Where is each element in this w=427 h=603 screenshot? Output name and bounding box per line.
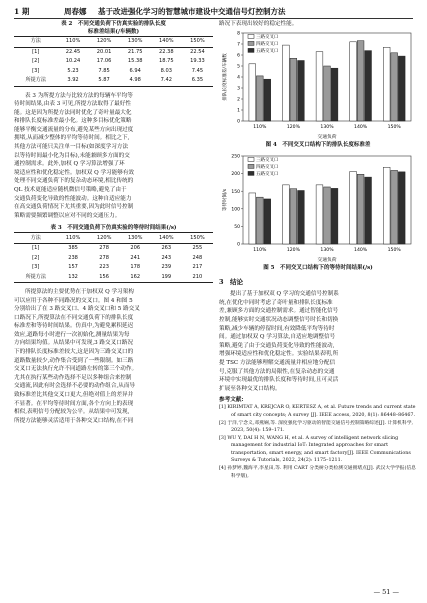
table-header-cell: 110% [57, 37, 88, 48]
text-line: 交叉口无法执行允许不同道路左转的第三个动作。 [14, 366, 138, 373]
article-title: 基于改进强化学习的智慧城市建设中交通信号灯控制方法 [98, 7, 286, 16]
paragraph-1 [14, 92, 213, 221]
page-number: — 51 — [373, 588, 399, 596]
bar [357, 40, 364, 120]
text-line: 策略,避免了由于交通负荷变化导致的性能波动, [219, 342, 335, 349]
table-cell: 18.75 [158, 58, 174, 65]
bar [391, 52, 398, 120]
issue-label: 1 期 [14, 7, 30, 16]
bar [316, 184, 323, 243]
table-cell: 22.45 [65, 48, 81, 55]
table-cell: 21.75 [127, 48, 143, 55]
bar [283, 184, 290, 243]
text-line: 策略,减少车辆的停留时间,有效降低平均等待时 [219, 325, 335, 332]
figure-5-chart [219, 152, 417, 264]
table-row [14, 76, 213, 86]
table-header-cell: 120% [89, 233, 120, 244]
text-line: 通控制需求。此外,加权 Q 学习算法增强了环 [14, 161, 125, 168]
table-row [14, 272, 213, 282]
table-cell: 241 [130, 254, 141, 261]
table-cell: 238 [68, 254, 78, 261]
bar [249, 193, 256, 244]
bar [383, 167, 390, 244]
y-tick-label: 0 [237, 119, 240, 125]
bar [249, 63, 256, 120]
left-column [14, 20, 213, 425]
bar [298, 190, 305, 244]
y-axis-label: 排队长度标准差/车辆数 [223, 52, 228, 101]
text-line: 统,在优化中同时考虑了奇叶量和排队长度标准 [219, 299, 333, 306]
text-line: 分别给出了在 3 路交叉口、4 路交叉口和 5 路交叉 [14, 306, 140, 313]
y-tick-label: 150 [231, 189, 240, 195]
table-cell: 157 [68, 264, 78, 271]
legend-label: 五路交叉口 [256, 171, 279, 177]
reference-item: [3] WU Y, DAI H N, WANG H, et al. A survey of intelligent network slicing management for industrial IoT: Integrated approaches for smart transportation, smart energy, and smart factory[J]. IEEE Communications Surveys & Tutorials, 2022, 24(2): 1175–1211. [219, 435, 411, 464]
conclusion-paragraph [219, 290, 417, 393]
text-line: 尤其在执行某些动作选择不足以多种组合来控制 [14, 374, 132, 381]
bar [324, 187, 331, 244]
bar [256, 75, 263, 120]
table-row [14, 253, 213, 263]
table3-header-row [14, 233, 213, 244]
legend-swatch [248, 171, 254, 175]
text-line: 能。这是因为所提方法同时优化了奇叶量最大化 [14, 109, 132, 116]
text-line: 扩展至各种交叉口结构。 [219, 385, 281, 392]
x-tick-label: 120% [286, 247, 300, 253]
table-cell: 243 [161, 254, 172, 261]
text-line: 交通流,因此有时会选择不必要的动作组合,从而导 [14, 383, 136, 390]
bar [298, 60, 305, 121]
table-cell: 6.94 [129, 67, 141, 74]
table-cell: [3] [32, 264, 40, 271]
text-line: 策略需要频繁调整以应对不同的交通压力。 [14, 212, 121, 219]
bar [391, 170, 398, 244]
table-cell: 178 [130, 264, 141, 271]
text-line: 相似,表明信号分配较为公平。从结果中可发现, [14, 409, 130, 416]
table-header-cell: 方法 [14, 233, 58, 244]
table-cell: 5.87 [89, 76, 120, 86]
bar [357, 174, 364, 244]
text-line: 可以应用于各种不同路况的交叉口。图 4 和图 5 [14, 297, 133, 304]
table-cell: 162 [120, 272, 151, 282]
legend-label: 四路交叉口 [256, 41, 279, 47]
table-header-cell: 150% [182, 37, 213, 48]
text-line: 标准差和等待时间结果。仿真中,为避免累积延迟 [14, 323, 134, 330]
table-cell: [1] [32, 245, 40, 252]
table-header-cell: 130% [120, 37, 151, 48]
table2-header-row [14, 37, 213, 48]
paragraph-2 [14, 288, 213, 426]
legend-swatch [248, 34, 254, 38]
legend-label: 四路交叉口 [256, 164, 279, 170]
figure-4-caption: 图 4 不同交叉口结构下的排队长度标准差 [265, 141, 371, 148]
bar [316, 51, 323, 120]
right-column [219, 20, 417, 480]
text-line: 差,兼顾多方面的交通控制需求。通过智能化信号 [219, 308, 339, 315]
table-cell: 7.45 [191, 67, 204, 74]
table-cell: 19.33 [190, 58, 205, 65]
text-line: 在高交通负荷情况下尤其重要,因为此时信号控制 [14, 204, 134, 211]
table-cell: 7.85 [98, 67, 110, 74]
y-tick-label: 5 [237, 64, 240, 70]
text-line: QL 技术更能适应随机微信号策略,避免了由于 [14, 187, 127, 194]
author-name: 周春娜 [64, 7, 87, 16]
table-cell: 239 [161, 264, 172, 271]
text-line: 能够平衡交通流量的分布,避免某些方向出现过度 [14, 126, 134, 133]
table-header-cell: 120% [89, 37, 120, 48]
bar [290, 58, 297, 121]
text-line: 提出了基于加权双 Q 学习的交通信号控制系 [230, 291, 339, 298]
y-tick-label: 1 [237, 108, 240, 114]
y-tick-label: 4 [237, 75, 240, 81]
intro-paragraph [219, 20, 417, 29]
table-header-cell: 150% [182, 233, 213, 244]
text-line: 效应,道路每小时进行一次初始化,测量结果为每 [14, 331, 130, 338]
x-tick-label: 110% [253, 247, 267, 253]
x-tick-label: 120% [286, 124, 300, 130]
table-cell: [3] [32, 67, 40, 74]
table-row [14, 67, 213, 77]
reference-list [219, 404, 417, 480]
table-cell: 所提方法 [14, 272, 58, 282]
text-line: 所提算法的主要优势在于加权双 Q 学习架构 [25, 288, 134, 295]
table-cell: 156 [89, 272, 120, 282]
table-cell: 210 [182, 272, 213, 282]
y-tick-label: 100 [231, 206, 240, 212]
table2-caption-line2: 标准差结果(/车辆数) [87, 29, 140, 35]
text-line: 口路况下,所提算法在不同交通负荷下的排队长度 [14, 314, 134, 321]
table-cell: 8.03 [160, 67, 172, 74]
reference-item: [1] KIRIMTAT A, KREJCAR O, KERTESZ A, et al. Future trends and current state of smart city concepts; A survey [J]. IEEE access, 2020, 8(1): 86448–86467. [219, 405, 416, 418]
legend-swatch [248, 157, 254, 161]
text-line: 拥堵,从而减少整体的平均等待时间。相比之下, [14, 135, 130, 142]
x-tick-label: 130% [320, 247, 334, 253]
x-tick-label: 150% [387, 247, 401, 253]
text-line: 号,克服了其他方法的局限性,在复杂动态的交通 [219, 368, 335, 375]
bar [264, 79, 271, 121]
reference-item: [4] 孙梦婷,魏海平,李星田,等. 利用 CART 分类树分类检测交通拥堵点[J]. 武汉大学学报(信息科学版), [219, 466, 416, 479]
text-line: 致标准差比其他交叉口更大,但绝对值上的差异并 [14, 392, 134, 399]
y-tick-label: 50 [234, 224, 240, 230]
bar [256, 197, 263, 244]
table-cell: 7.42 [151, 76, 182, 86]
text-line: 和排队长度标准差最小化。这种多目标优化策略 [14, 118, 132, 125]
legend-swatch [248, 41, 254, 45]
text-line: 增强环境适应性和优化稳定性。实验结果表明,所 [219, 351, 339, 358]
legend-swatch [248, 164, 254, 168]
x-axis-label: 交通负荷 [317, 134, 337, 140]
bar [290, 188, 297, 243]
text-line: 环境中实现最优的排队长度和等待时间,且可灵活 [219, 377, 339, 384]
table-row [14, 57, 213, 67]
table2-caption: 表 2 不同交通负荷下仿真实验的排队长度 [61, 21, 166, 27]
table-cell: 385 [68, 245, 78, 252]
text-line: 其他方法可能只关注单一目标(如深度学习方法 [14, 144, 129, 151]
table-cell: 255 [192, 245, 203, 252]
y-tick-label: 200 [231, 171, 240, 177]
table-cell: 199 [151, 272, 182, 282]
text-line: 提 TSC 方法能够理解交通流量并相应地分配信 [219, 359, 336, 366]
table-cell: 4.98 [120, 76, 151, 86]
table-row [14, 243, 213, 253]
bar [398, 56, 405, 121]
table-cell: 248 [192, 254, 203, 261]
table-cell: 278 [99, 245, 110, 252]
legend-label: 五路交叉口 [256, 48, 279, 54]
text-line: 控制,能够实时交通状况动态调整信号时长和切换 [219, 316, 339, 323]
text-line: 下的排队长度标准差较大,这是因为三路交叉口的 [14, 349, 134, 356]
y-tick-label: 250 [231, 154, 240, 160]
table-header-cell: 110% [58, 233, 89, 244]
table-cell: 223 [99, 264, 110, 271]
table-cell: 278 [99, 254, 110, 261]
bar [331, 68, 338, 121]
running-header [14, 4, 413, 19]
table-cell: 22.38 [158, 48, 174, 55]
table-row [14, 47, 213, 57]
x-tick-label: 140% [354, 124, 368, 130]
table-cell: [2] [32, 58, 40, 65]
table-header-cell: 130% [120, 233, 151, 244]
text-line: 境适应性和优化稳定性。加权双 Q 学习能够有效 [14, 169, 135, 176]
bar [264, 199, 271, 244]
table-cell: [1] [32, 48, 40, 55]
text-line: 方向结果均值。从结果中可发现,3 路交叉口路况 [14, 340, 133, 347]
x-tick-label: 110% [253, 124, 267, 130]
y-tick-label: 7 [237, 42, 240, 48]
bar [383, 47, 390, 121]
legend-label: 三路交叉口 [256, 157, 279, 163]
y-tick-label: 8 [237, 31, 240, 37]
table-cell: 6.35 [182, 76, 213, 86]
bar [350, 171, 357, 244]
table-cell: 17.06 [96, 58, 112, 65]
table2-body [14, 47, 213, 86]
reference-item: [2] 于洋,宁念义,邓燕娴,等. 深度强化学习驱动的智能交通信号控制策略综述[J]. 计算机科学, 2023, 50(4): 159–171. [219, 420, 414, 434]
table2 [14, 36, 213, 87]
table3 [14, 232, 213, 283]
references-heading: 参考文献: [219, 397, 244, 404]
table-cell: 5.23 [67, 67, 79, 74]
table-header-cell: 方法 [14, 37, 57, 48]
table-cell: 20.01 [96, 48, 112, 55]
table-cell: 206 [130, 245, 141, 252]
bar [350, 41, 357, 120]
text-line: 以等待时间最小化为目标),未能兼顾多方面的交 [14, 152, 130, 159]
table-cell: [2] [32, 254, 40, 261]
text-line: 处理不同交通负荷下的复杂动态环境,相比传统的 [14, 178, 134, 185]
table-cell: 22.54 [190, 48, 205, 55]
text-line: 待时间结果,由表 3 可见,所提方法取得了最好性 [14, 101, 131, 108]
x-tick-label: 150% [387, 124, 401, 130]
bar [365, 177, 372, 244]
text-line: 不显著。在平均等待时间方面,各个方向上的表现 [14, 400, 134, 407]
figure-5-caption: 图 5 不同交叉口结构下的等待时间结果(/s) [263, 264, 373, 271]
figure-4-chart [219, 29, 417, 141]
bar [324, 66, 331, 121]
table-cell: 132 [58, 272, 89, 282]
bar [283, 45, 290, 121]
text-line: 间。通过加权双 Q 学习算法,自适应地调整信号 [219, 334, 336, 341]
x-axis-label: 交通负荷 [317, 257, 337, 263]
section-heading: 3 结论 [219, 277, 244, 286]
text-line: 交通负荷变化导致的性能波动。这种自适应能力 [14, 195, 132, 202]
table-cell: 217 [192, 264, 203, 271]
text-line: 表 3 为所提方法与比较方法的每辆车平均等 [25, 92, 133, 99]
table-header-cell: 140% [151, 37, 182, 48]
x-tick-label: 140% [354, 247, 368, 253]
text-line: 路况下表现出较好的稳定性能。 [219, 21, 298, 27]
bar [365, 50, 372, 120]
legend-swatch [248, 48, 254, 52]
table-row [14, 263, 213, 273]
legend-label: 三路交叉口 [256, 34, 279, 40]
table3-caption: 表 3 不同交通负荷下仿真实验的等待时间结果(/s) [50, 225, 177, 232]
y-tick-label: 6 [237, 53, 240, 59]
y-tick-label: 3 [237, 86, 240, 92]
table-cell: 15.38 [127, 58, 143, 65]
table-cell: 3.92 [57, 76, 88, 86]
text-line: 道路数量较少,动作集合受到了一些限制。如三路 [14, 357, 134, 364]
text-line: 所提方法能够灵活适用于各种交叉口结构,在不同 [14, 417, 134, 424]
y-tick-label: 0 [237, 242, 240, 248]
table-cell: 10.24 [65, 58, 81, 65]
table-cell: 所提方法 [14, 76, 57, 86]
y-tick-label: 2 [237, 97, 240, 103]
x-tick-label: 130% [320, 124, 334, 130]
table3-body [14, 243, 213, 282]
y-axis-label: 等待时间/s [223, 188, 228, 211]
bar [398, 171, 405, 243]
bar [331, 188, 338, 244]
table-cell: 263 [161, 245, 172, 252]
table-header-cell: 140% [151, 233, 182, 244]
